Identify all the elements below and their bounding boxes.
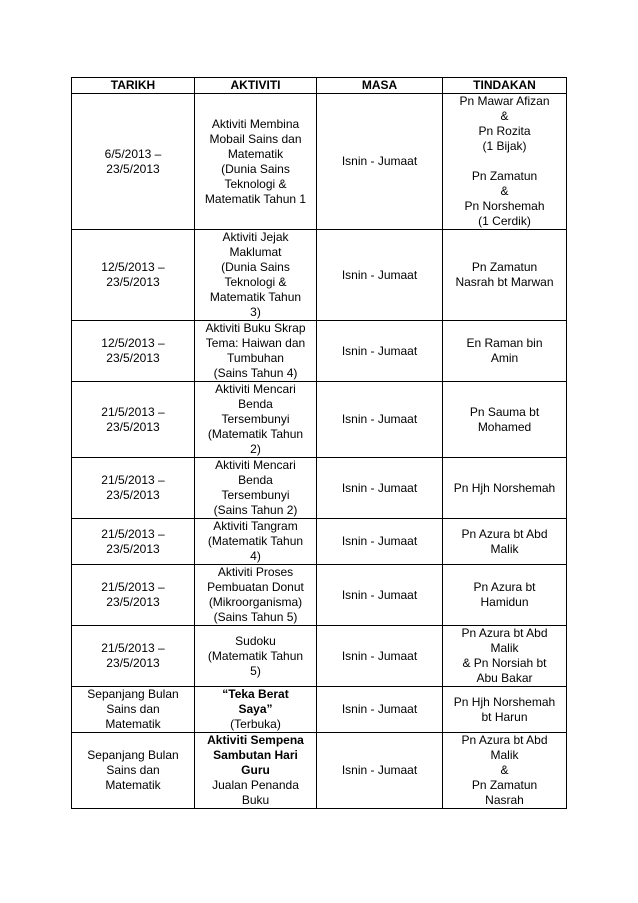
table-row	[72, 321, 567, 382]
table-row	[72, 687, 567, 733]
cell-masa: Isnin - Jumaat	[317, 94, 443, 230]
table-row	[72, 458, 567, 519]
table-row	[72, 94, 567, 230]
cell-masa: Isnin - Jumaat	[317, 687, 443, 733]
cell-masa: Isnin - Jumaat	[317, 458, 443, 519]
cell-aktiviti	[195, 733, 317, 809]
cell-tindakan: Pn Mawar Afizan & Pn Rozita (1 Bijak) Pn Zamatun & Pn Norshemah (1 Cerdik)	[443, 94, 567, 230]
cell-masa: Isnin - Jumaat	[317, 321, 443, 382]
cell-aktiviti: Aktiviti Jejak Maklumat (Dunia Sains Teknologi & Matematik Tahun 3)	[195, 230, 317, 321]
cell-tarikh: Sepanjang Bulan Sains dan Matematik	[72, 687, 195, 733]
cell-tindakan: En Raman bin Amin	[443, 321, 567, 382]
header-row	[72, 78, 567, 94]
header-tarikh: TARIKH	[72, 78, 195, 94]
cell-tindakan: Pn Azura bt Abd Malik & Pn Zamatun Nasrah	[443, 733, 567, 809]
aktiviti-title: Aktiviti Sempena Sambutan Hari Guru	[207, 733, 304, 777]
table-row	[72, 733, 567, 809]
cell-tarikh: 21/5/2013 – 23/5/2013	[72, 565, 195, 626]
cell-aktiviti	[195, 687, 317, 733]
aktiviti-title: “Teka Berat Saya”	[222, 687, 289, 716]
cell-aktiviti: Aktiviti Proses Pembuatan Donut (Mikroorganisma) (Sains Tahun 5)	[195, 565, 317, 626]
cell-masa: Isnin - Jumaat	[317, 626, 443, 687]
cell-tindakan: Pn Azura bt Hamidun	[443, 565, 567, 626]
cell-tarikh: 12/5/2013 – 23/5/2013	[72, 321, 195, 382]
cell-tarikh: 6/5/2013 – 23/5/2013	[72, 94, 195, 230]
aktiviti-note: Jualan Penanda Buku	[212, 778, 299, 807]
cell-masa: Isnin - Jumaat	[317, 382, 443, 458]
header-masa: MASA	[317, 78, 443, 94]
cell-tindakan: Pn Azura bt Abd Malik & Pn Norsiah bt Abu Bakar	[443, 626, 567, 687]
table-row	[72, 382, 567, 458]
cell-aktiviti: Sudoku (Matematik Tahun 5)	[195, 626, 317, 687]
aktiviti-note: (Terbuka)	[230, 717, 281, 731]
cell-tarikh: 21/5/2013 – 23/5/2013	[72, 626, 195, 687]
cell-tarikh: 21/5/2013 – 23/5/2013	[72, 382, 195, 458]
cell-masa: Isnin - Jumaat	[317, 230, 443, 321]
cell-masa: Isnin - Jumaat	[317, 519, 443, 565]
cell-masa: Isnin - Jumaat	[317, 565, 443, 626]
cell-tarikh: 21/5/2013 – 23/5/2013	[72, 519, 195, 565]
cell-aktiviti: Aktiviti Mencari Benda Tersembunyi (Matematik Tahun 2)	[195, 382, 317, 458]
cell-aktiviti: Aktiviti Membina Mobail Sains dan Matematik (Dunia Sains Teknologi & Matematik Tahun 1	[195, 94, 317, 230]
cell-tindakan: Pn Zamatun Nasrah bt Marwan	[443, 230, 567, 321]
cell-aktiviti: Aktiviti Buku Skrap Tema: Haiwan dan Tumbuhan (Sains Tahun 4)	[195, 321, 317, 382]
cell-tindakan: Pn Hjh Norshemah bt Harun	[443, 687, 567, 733]
cell-tarikh: Sepanjang Bulan Sains dan Matematik	[72, 733, 195, 809]
header-aktiviti: AKTIVITI	[195, 78, 317, 94]
activity-table	[71, 77, 567, 809]
cell-tarikh: 12/5/2013 – 23/5/2013	[72, 230, 195, 321]
cell-aktiviti: Aktiviti Mencari Benda Tersembunyi (Sains Tahun 2)	[195, 458, 317, 519]
table-row	[72, 230, 567, 321]
cell-tarikh: 21/5/2013 – 23/5/2013	[72, 458, 195, 519]
cell-tindakan: Pn Hjh Norshemah	[443, 458, 567, 519]
table-row	[72, 519, 567, 565]
cell-masa: Isnin - Jumaat	[317, 733, 443, 809]
table-row	[72, 626, 567, 687]
cell-tindakan: Pn Sauma bt Mohamed	[443, 382, 567, 458]
cell-tindakan: Pn Azura bt Abd Malik	[443, 519, 567, 565]
cell-aktiviti: Aktiviti Tangram (Matematik Tahun 4)	[195, 519, 317, 565]
table-row	[72, 565, 567, 626]
header-tindakan: TINDAKAN	[443, 78, 567, 94]
